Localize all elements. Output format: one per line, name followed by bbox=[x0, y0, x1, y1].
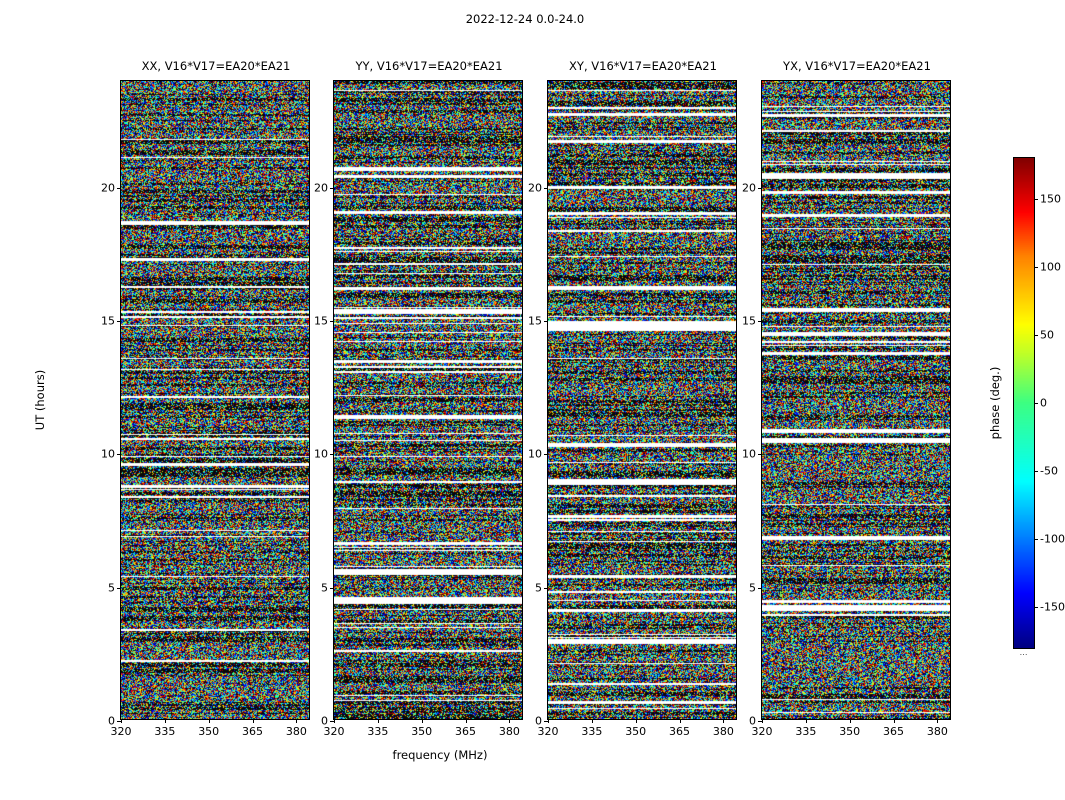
y-tick-label: 0 bbox=[321, 714, 328, 728]
panel-title: XX, V16*V17=EA20*EA21 bbox=[141, 59, 291, 73]
colorbar-tick-label: -100 bbox=[1040, 532, 1065, 546]
x-tick-label: 320 bbox=[537, 725, 559, 738]
x-tick-mark bbox=[466, 719, 467, 723]
y-tick-mark bbox=[330, 188, 334, 189]
y-tick-label: 10 bbox=[742, 447, 756, 461]
colorbar-tick-mark bbox=[1034, 539, 1038, 540]
x-tick-mark bbox=[762, 719, 763, 723]
panel-title: YX, V16*V17=EA20*EA21 bbox=[783, 59, 931, 73]
y-tick-label: 10 bbox=[101, 447, 115, 461]
y-tick-mark bbox=[758, 188, 762, 189]
colorbar-tick-label: 150 bbox=[1040, 192, 1061, 206]
figure-suptitle: 2022-12-24 0.0-24.0 bbox=[465, 12, 585, 26]
x-tick-label: 380 bbox=[926, 725, 948, 738]
x-tick-mark bbox=[296, 719, 297, 723]
y-tick-label: 10 bbox=[528, 447, 542, 461]
colorbar-underflow-marker: ⋯ bbox=[1019, 650, 1029, 659]
colorbar-label: phase (deg.) bbox=[988, 366, 1002, 440]
panel-title: YY, V16*V17=EA20*EA21 bbox=[355, 59, 503, 73]
heatmap-image bbox=[762, 81, 950, 719]
x-tick-mark bbox=[592, 719, 593, 723]
colorbar bbox=[1013, 157, 1065, 649]
colorbar-tick-label: 50 bbox=[1040, 328, 1054, 342]
colorbar-tick-label: -50 bbox=[1040, 464, 1058, 478]
x-tick-mark bbox=[378, 719, 379, 723]
x-tick-mark bbox=[509, 719, 510, 723]
x-tick-mark bbox=[165, 719, 166, 723]
y-tick-label: 10 bbox=[314, 447, 328, 461]
x-tick-label: 335 bbox=[154, 725, 176, 738]
heatmap-image bbox=[334, 81, 522, 719]
heatmap-image bbox=[121, 81, 309, 719]
x-tick-mark bbox=[850, 719, 851, 723]
colorbar-tick-mark bbox=[1034, 607, 1038, 608]
colorbar-tick-mark bbox=[1034, 199, 1038, 200]
heatmap-image bbox=[548, 81, 736, 719]
colorbar-tick-label: 0 bbox=[1040, 396, 1047, 410]
y-tick-label: 0 bbox=[749, 714, 756, 728]
colorbar-tick-mark bbox=[1034, 267, 1038, 268]
x-tick-mark bbox=[894, 719, 895, 723]
y-tick-mark bbox=[544, 321, 548, 322]
x-tick-mark bbox=[334, 719, 335, 723]
x-axis-label: frequency (MHz) bbox=[392, 748, 488, 762]
colorbar-tick-mark bbox=[1034, 335, 1038, 336]
y-tick-mark bbox=[758, 454, 762, 455]
x-tick-mark bbox=[680, 719, 681, 723]
panel-title: XY, V16*V17=EA20*EA21 bbox=[569, 59, 717, 73]
y-tick-label: 0 bbox=[108, 714, 115, 728]
x-tick-mark bbox=[723, 719, 724, 723]
x-tick-label: 320 bbox=[751, 725, 773, 738]
x-tick-mark bbox=[548, 719, 549, 723]
y-tick-label: 5 bbox=[321, 581, 328, 595]
y-tick-label: 15 bbox=[528, 314, 542, 328]
y-tick-label: 5 bbox=[749, 581, 756, 595]
x-tick-label: 320 bbox=[323, 725, 345, 738]
y-tick-mark bbox=[330, 454, 334, 455]
x-tick-label: 365 bbox=[883, 725, 905, 738]
heatmap-panel-yy bbox=[314, 59, 523, 738]
x-tick-mark bbox=[937, 719, 938, 723]
y-tick-mark bbox=[544, 454, 548, 455]
x-tick-label: 380 bbox=[498, 725, 520, 738]
x-tick-mark bbox=[422, 719, 423, 723]
colorbar-tick-mark bbox=[1034, 403, 1038, 404]
y-tick-label: 20 bbox=[101, 181, 115, 195]
y-tick-label: 20 bbox=[742, 181, 756, 195]
x-tick-label: 380 bbox=[285, 725, 307, 738]
x-tick-label: 350 bbox=[625, 725, 647, 738]
x-tick-label: 320 bbox=[110, 725, 132, 738]
x-tick-label: 350 bbox=[411, 725, 433, 738]
y-tick-mark bbox=[330, 321, 334, 322]
y-tick-mark bbox=[330, 588, 334, 589]
y-tick-label: 0 bbox=[535, 714, 542, 728]
y-tick-label: 20 bbox=[314, 181, 328, 195]
x-tick-label: 350 bbox=[198, 725, 220, 738]
x-tick-mark bbox=[806, 719, 807, 723]
y-tick-mark bbox=[117, 588, 121, 589]
y-tick-mark bbox=[117, 188, 121, 189]
y-tick-label: 15 bbox=[101, 314, 115, 328]
x-tick-label: 335 bbox=[581, 725, 603, 738]
y-tick-mark bbox=[758, 588, 762, 589]
x-tick-mark bbox=[636, 719, 637, 723]
y-tick-mark bbox=[117, 321, 121, 322]
y-tick-label: 15 bbox=[314, 314, 328, 328]
heatmap-panel-yx bbox=[742, 59, 951, 738]
colorbar-tick-mark bbox=[1034, 471, 1038, 472]
x-tick-label: 365 bbox=[669, 725, 691, 738]
x-tick-label: 350 bbox=[839, 725, 861, 738]
y-tick-label: 5 bbox=[535, 581, 542, 595]
x-tick-label: 335 bbox=[795, 725, 817, 738]
heatmap-panel-xy bbox=[528, 59, 737, 738]
heatmap-panel-xx bbox=[101, 59, 310, 738]
colorbar-tick-label: -150 bbox=[1040, 600, 1065, 614]
x-tick-mark bbox=[209, 719, 210, 723]
y-tick-label: 5 bbox=[108, 581, 115, 595]
y-axis-label: UT (hours) bbox=[33, 369, 47, 431]
x-tick-label: 365 bbox=[455, 725, 477, 738]
x-tick-label: 335 bbox=[367, 725, 389, 738]
y-tick-mark bbox=[544, 588, 548, 589]
y-tick-label: 15 bbox=[742, 314, 756, 328]
y-tick-label: 20 bbox=[528, 181, 542, 195]
y-tick-mark bbox=[544, 188, 548, 189]
x-tick-label: 380 bbox=[712, 725, 734, 738]
y-tick-mark bbox=[758, 321, 762, 322]
y-tick-mark bbox=[117, 454, 121, 455]
x-tick-mark bbox=[253, 719, 254, 723]
x-tick-label: 365 bbox=[242, 725, 264, 738]
colorbar-tick-label: 100 bbox=[1040, 260, 1061, 274]
x-tick-mark bbox=[121, 719, 122, 723]
